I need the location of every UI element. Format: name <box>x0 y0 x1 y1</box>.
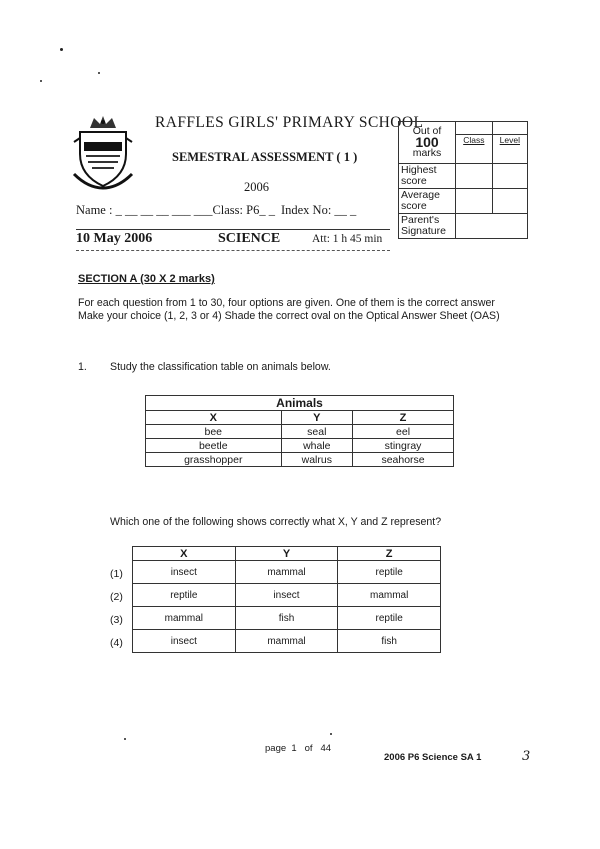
page-number: 1 <box>291 743 297 754</box>
option-cell: reptile <box>338 561 441 584</box>
exam-duration: Att: 1 h 45 min <box>312 233 383 245</box>
option-row <box>133 584 441 607</box>
score-cell-blank <box>492 122 527 135</box>
option-cell: reptile <box>133 584 236 607</box>
table-cell: stingray <box>353 439 454 453</box>
school-name: RAFFLES GIRLS' PRIMARY SCHOOL <box>155 114 424 131</box>
score-box <box>398 121 528 239</box>
highest-class-cell <box>456 164 493 189</box>
table-cell: eel <box>353 425 454 439</box>
question-stem: Study the classification table on animals below. <box>110 361 331 373</box>
option-label-2: (2) <box>110 591 123 603</box>
page-word: page <box>265 743 287 754</box>
options-table <box>132 546 441 653</box>
table-cell: walrus <box>281 453 353 467</box>
table-row <box>146 439 454 453</box>
highest-level-cell <box>492 164 527 189</box>
of-word: of <box>304 743 313 754</box>
table-cell: bee <box>146 425 282 439</box>
option-cell: insect <box>133 561 236 584</box>
average-level-cell <box>492 189 527 214</box>
total-pages: 44 <box>320 743 332 754</box>
option-row <box>133 607 441 630</box>
scan-speck <box>40 80 42 82</box>
exam-date: 10 May 2006 <box>76 231 153 246</box>
option-cell: reptile <box>338 607 441 630</box>
option-cell: mammal <box>133 607 236 630</box>
option-row <box>133 630 441 653</box>
name-label: Name : _ __ __ __ ___ ___ <box>76 203 213 217</box>
highest-score-label: Highest score <box>399 164 456 189</box>
table-header-y: Y <box>281 411 353 425</box>
header-rule-dashed <box>76 250 390 251</box>
exam-subject: SCIENCE <box>218 231 281 246</box>
option-header-x: X <box>133 547 236 561</box>
table-cell: seal <box>281 425 353 439</box>
option-cell: mammal <box>235 561 338 584</box>
option-cell: fish <box>235 607 338 630</box>
table-row <box>146 453 454 467</box>
question-prompt: Which one of the following shows correctly what X, Y and Z represent? <box>110 516 442 528</box>
option-header-z: Z <box>338 547 441 561</box>
option-label-3: (3) <box>110 614 123 626</box>
score-cell-blank <box>456 122 493 135</box>
total-marks: 100 <box>415 134 439 150</box>
question-number: 1. <box>78 361 87 373</box>
level-column-header: Level <box>492 135 527 164</box>
scan-speck <box>330 733 332 735</box>
assessment-year: 2006 <box>244 180 269 194</box>
school-crest-icon <box>72 112 134 190</box>
option-label-1: (1) <box>110 568 123 580</box>
class-label: Class: P6_ _ <box>212 203 275 217</box>
option-header-y: Y <box>235 547 338 561</box>
option-cell: insect <box>235 584 338 607</box>
table-cell: seahorse <box>353 453 454 467</box>
class-column-header: Class <box>456 135 493 164</box>
table-header-x: X <box>146 411 282 425</box>
option-row <box>133 561 441 584</box>
table-row <box>146 425 454 439</box>
page-footer <box>265 743 331 754</box>
option-cell: mammal <box>235 630 338 653</box>
section-instructions <box>78 297 500 323</box>
option-label-4: (4) <box>110 637 123 649</box>
table-cell: grasshopper <box>146 453 282 467</box>
table-cell: whale <box>281 439 353 453</box>
instruction-line-1: For each question from 1 to 30, four options are given. One of them is the correct answer <box>78 297 495 309</box>
out-of-cell <box>399 122 456 164</box>
table-header-z: Z <box>353 411 454 425</box>
section-title: SECTION A (30 X 2 marks) <box>78 273 215 285</box>
option-cell: insect <box>133 630 236 653</box>
table-caption: Animals <box>146 396 454 411</box>
scan-speck <box>124 738 126 740</box>
student-id-line <box>76 203 356 218</box>
handwritten-mark: 3 <box>522 749 531 764</box>
index-label: Index No: __ _ <box>280 203 357 217</box>
average-class-cell <box>456 189 493 214</box>
out-of-label: Out of <box>412 125 442 137</box>
assessment-title: SEMESTRAL ASSESSMENT ( 1 ) <box>172 150 358 164</box>
marks-label: marks <box>412 147 442 159</box>
instruction-line-2: Make your choice (1, 2, 3 or 4) Shade the correct oval on the Optical Answer Sheet (OAS) <box>78 310 500 322</box>
parent-signature-cell <box>456 214 528 239</box>
running-footer: 2006 P6 Science SA 1 <box>384 752 482 763</box>
average-score-label: Average score <box>399 189 456 214</box>
table-cell: beetle <box>146 439 282 453</box>
option-cell: fish <box>338 630 441 653</box>
header-rule <box>76 229 390 230</box>
classification-table <box>145 395 454 467</box>
scan-speck <box>98 72 100 74</box>
parent-signature-label: Parent's Signature <box>399 214 456 239</box>
option-cell: mammal <box>338 584 441 607</box>
scan-speck <box>60 48 63 51</box>
